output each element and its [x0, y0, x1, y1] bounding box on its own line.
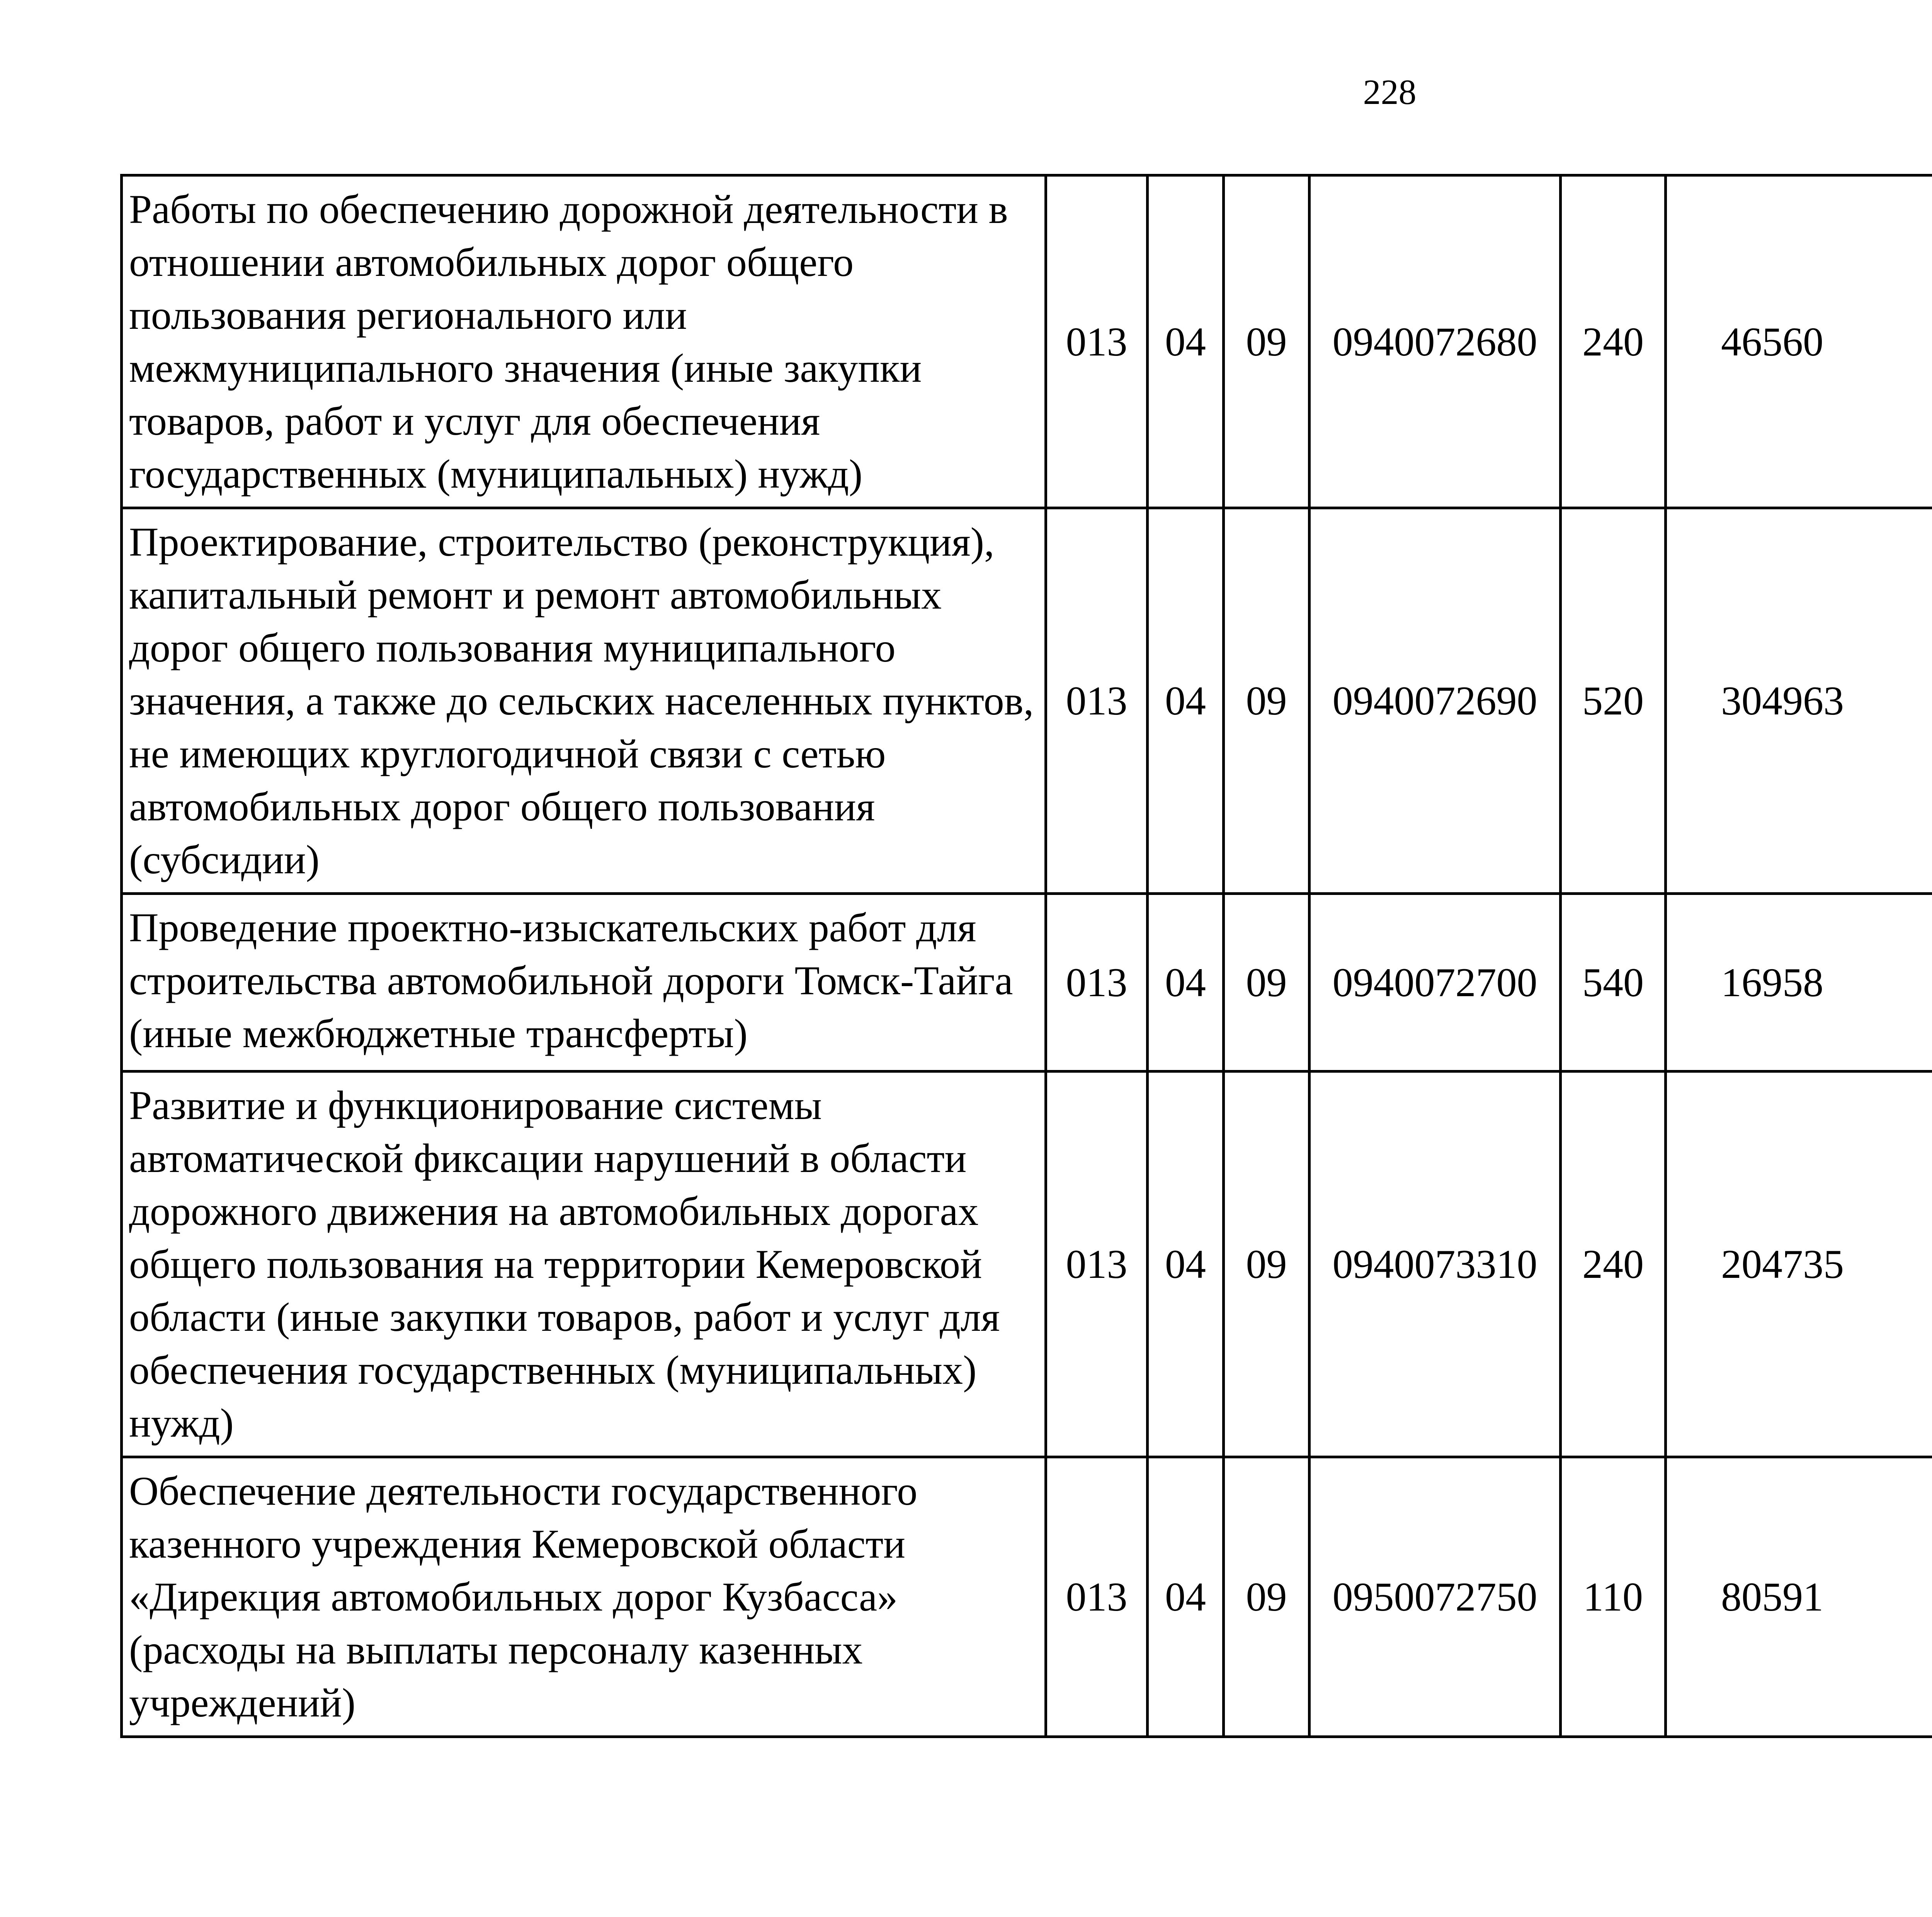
target-article-code: 0950072750 — [1310, 1457, 1561, 1737]
table-row — [122, 1457, 1932, 1737]
expense-type-code: 110 — [1561, 1457, 1666, 1737]
amount-cell: 80591 — [1666, 1457, 1932, 1737]
target-article-code: 0940072690 — [1310, 508, 1561, 894]
row-description: Проведение проектно-изыскательских работ для строительства автомобильной дороги Томск-Тайга (иные межбюджетные трансферты) — [122, 894, 1046, 1072]
subsection-code: 09 — [1224, 1072, 1310, 1457]
subsection-code: 09 — [1224, 175, 1310, 508]
table-row — [122, 1072, 1932, 1457]
subsection-code: 09 — [1224, 1457, 1310, 1737]
expense-type-code: 520 — [1561, 508, 1666, 894]
section-code: 04 — [1148, 508, 1224, 894]
section-code: 04 — [1148, 175, 1224, 508]
ministry-code: 013 — [1046, 1072, 1148, 1457]
target-article-code: 0940072700 — [1310, 894, 1561, 1072]
table-row — [122, 894, 1932, 1072]
ministry-code: 013 — [1046, 175, 1148, 508]
expense-type-code: 540 — [1561, 894, 1666, 1072]
expense-type-code: 240 — [1561, 175, 1666, 508]
subsection-code: 09 — [1224, 508, 1310, 894]
target-article-code: 0940072680 — [1310, 175, 1561, 508]
target-article-code: 0940073310 — [1310, 1072, 1561, 1457]
page-number: 228 — [1363, 72, 1417, 112]
row-description: Развитие и функционирование системы автоматической фиксации нарушений в области дорожного движения на автомобильных дорогах общего пользования на территории Кемеровской области (иные закупки товаров, работ и услуг для обеспечения государственных (муниципальных) нужд) — [122, 1072, 1046, 1457]
budget-table — [120, 174, 1932, 1738]
amount-cell: 304963 — [1666, 508, 1932, 894]
ministry-code: 013 — [1046, 894, 1148, 1072]
row-description: Работы по обеспечению дорожной деятельности в отношении автомобильных дорог общего пользования регионального или межмуниципального значения (иные закупки товаров, работ и услуг для обеспечения государственных (муниципальных) нужд) — [122, 175, 1046, 508]
ministry-code: 013 — [1046, 508, 1148, 894]
section-code: 04 — [1148, 1072, 1224, 1457]
table-row — [122, 508, 1932, 894]
amount-cell: 46560 — [1666, 175, 1932, 508]
expense-type-code: 240 — [1561, 1072, 1666, 1457]
amount-cell: 16958 — [1666, 894, 1932, 1072]
table-row — [122, 175, 1932, 508]
amount-cell: 204735 — [1666, 1072, 1932, 1457]
subsection-code: 09 — [1224, 894, 1310, 1072]
ministry-code: 013 — [1046, 1457, 1148, 1737]
row-description: Проектирование, строительство (реконструкция), капитальный ремонт и ремонт автомобильных дорог общего пользования муниципального значения, а также до сельских населенных пунктов, не имеющих круглогодичной связи с сетью автомобильных дорог общего пользования (субсидии) — [122, 508, 1046, 894]
section-code: 04 — [1148, 1457, 1224, 1737]
row-description: Обеспечение деятельности государственного казенного учреждения Кемеровской области «Дирекция автомобильных дорог Кузбасса» (расходы на выплаты персоналу казенных учреждений) — [122, 1457, 1046, 1737]
section-code: 04 — [1148, 894, 1224, 1072]
